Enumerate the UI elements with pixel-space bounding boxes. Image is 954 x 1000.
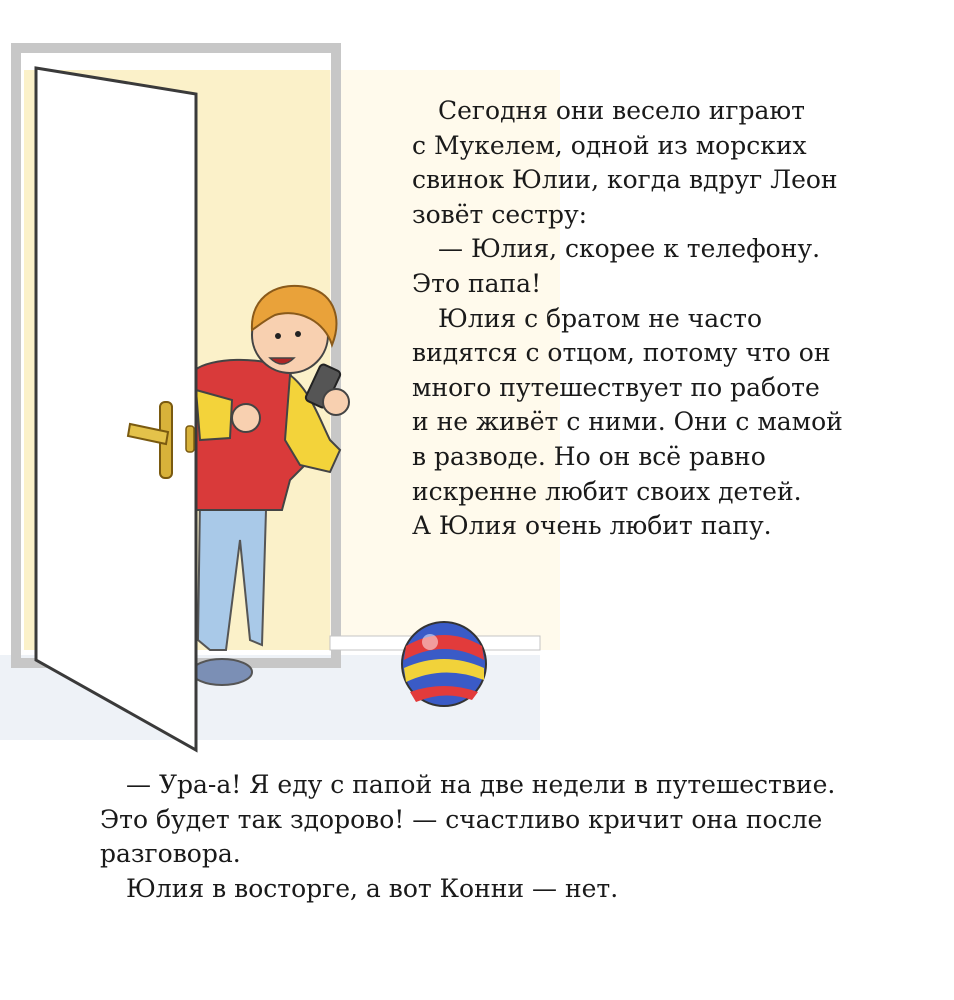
text-line: Юлия в восторге, а вот Конни — нет.: [126, 873, 619, 903]
story-paragraph-right: [412, 94, 932, 544]
text-line: Сегодня они весело играют: [438, 96, 805, 125]
text-line: зовёт сестру:: [412, 199, 588, 229]
text-line: искренне любит своих детей.: [412, 476, 802, 506]
boy-hand: [232, 404, 260, 432]
text-line: Это будет так здорово! — счастливо кричит она после: [100, 804, 823, 834]
text-line: и не живёт с ними. Они с мамой: [412, 407, 843, 437]
text-line: с Мукелем, одной из морских: [412, 130, 807, 160]
striped-ball: [402, 622, 486, 706]
text-line: — Ура-а! Я еду с папой на две недели в путешествие.: [126, 770, 836, 799]
boy-eye-2: [295, 331, 301, 337]
text-line: Юлия с братом не часто: [438, 303, 762, 333]
text-line: много путешествует по работе: [412, 372, 820, 402]
text-line: Это папа!: [412, 268, 542, 298]
boy-hand-phone: [323, 389, 349, 415]
boy-arm-left: [196, 390, 232, 440]
door-latch: [186, 426, 194, 452]
story-paragraph-bottom: [100, 768, 900, 906]
text-line: А Юлия очень любит папу.: [412, 511, 772, 541]
text-line: в разводе. Но он всё равно: [412, 441, 766, 471]
text-line: разговора.: [100, 839, 241, 869]
boy-eye: [275, 333, 281, 339]
text-line: свинок Юлии, когда вдруг Леон: [412, 165, 838, 195]
text-line: видятся с отцом, потому что он: [412, 338, 831, 368]
boy-shoe: [192, 659, 252, 685]
text-line: — Юлия, скорее к телефону.: [438, 234, 821, 264]
